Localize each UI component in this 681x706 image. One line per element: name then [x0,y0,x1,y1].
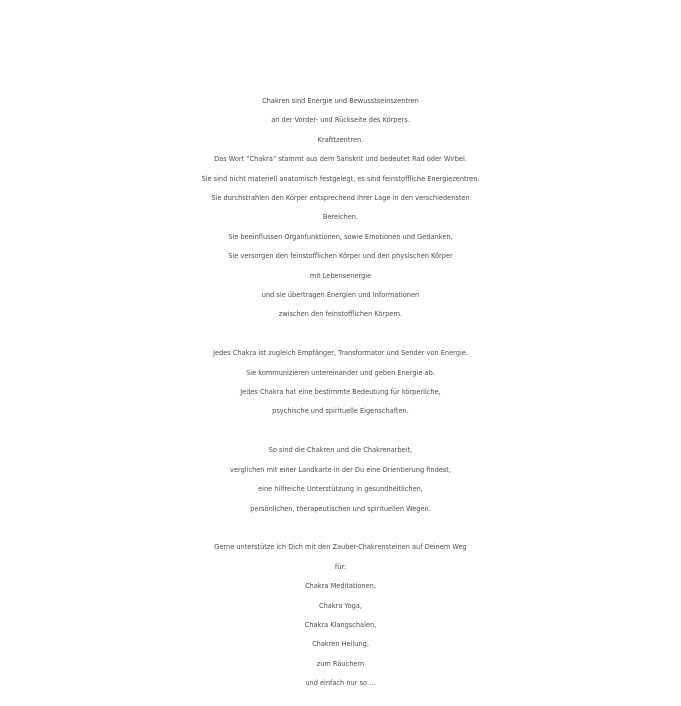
text-line: für: [334,562,347,571]
text-line: Krafttzentren. [317,135,364,144]
text-line: zum Räuchern [316,659,365,668]
text-line: Sie beeinflussen Organfunktionen, sowie Emotionen und Gedanken. [228,232,453,241]
text-line: eine hilfreiche Unterstützung in gesundheitlichen, [258,485,423,494]
paragraph-intro [0,92,681,325]
text-line: So sind die Chakren und die Chakrenarbeit, [268,446,413,455]
chakra-text-block [0,92,681,694]
text-line: Sie versorgen den feinstofflichen Körper und den physischen Körper [228,252,453,261]
text-line: Chakren Heilung, [312,640,369,649]
text-line: Jedes Chakra ist zugleich Empfänger, Transformator und Sender von Energie. [213,349,468,358]
text-line: zwischen den feinstofflichen Körpern. [278,310,403,319]
text-line: und einfach nur so … [305,679,376,688]
text-line: persönlichen, therapeutischen und spirituellen Wegen. [250,504,431,513]
text-line: psychische und spirituelle Eigenschaften. [272,407,409,416]
text-line: Chakren sind Energie und Bewusstseinszentren [262,97,419,105]
text-line: Das Wort “Chakra” stammt aus dem Sanskrit und bedeutet Rad oder Wirbel. [214,155,467,164]
text-line: Sie kommunizieren untereinander und geben Energie ab. [246,368,435,377]
text-line: Chakra Meditationen, [305,582,376,591]
text-line: Jedes Chakra hat eine bestimmte Bedeutung für körperliche, [240,388,441,397]
paragraph-offer [0,538,681,693]
text-line: Sie sind nicht materiell anatomisch festgelegt, es sind feinstoffliche Energiezentren. [201,174,480,183]
text-line: und sie übertragen Energien und Informationen [261,291,420,300]
paragraph-energy [0,344,681,422]
text-line: mit Lebensenergie [309,271,372,280]
text-line: Chakra Klangschalen, [304,620,377,629]
text-line: Sie durchstrahlen den Körper entsprechend ihrer Lage in den verschiedensten [211,194,470,203]
paragraph-map [0,441,681,519]
text-line: an der Vorder- und Rückseite des Körpers. [271,116,410,125]
text-line: Bereichen. [322,213,359,222]
text-line: Gerne unterstütze ich Dich mit den Zauber-Chakrensteinen auf Deinem Weg [214,543,467,552]
text-line: verglichen mit einer Landkarte in der Du eine Orientierung findest, [230,465,451,474]
text-line: Chakra Yoga, [319,601,362,610]
